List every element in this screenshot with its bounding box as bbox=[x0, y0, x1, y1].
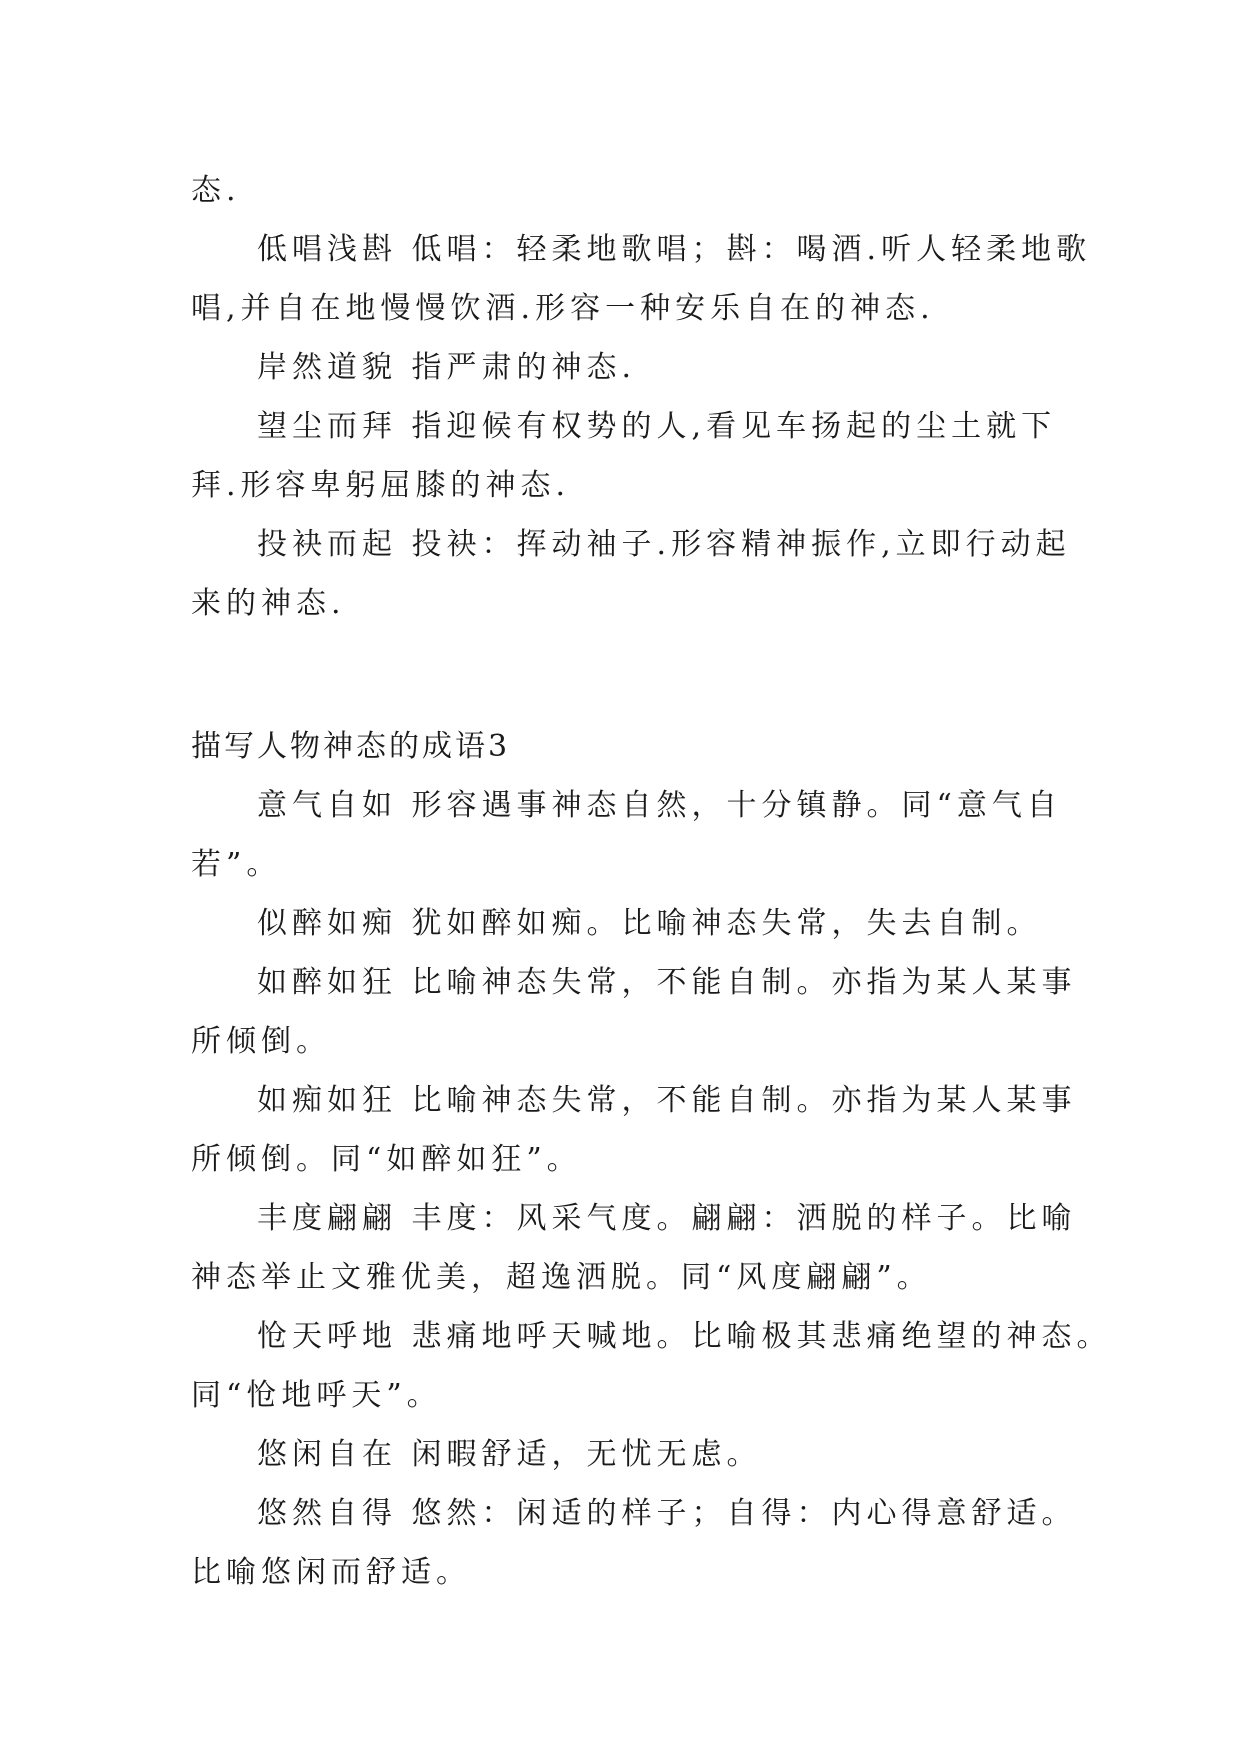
text-line: 同“怆地呼天”。 bbox=[191, 1378, 442, 1413]
idiom-entry-start: 怆天呼地 悲痛地呼天喊地。比喻极其悲痛绝望的神态。 bbox=[257, 1319, 1112, 1354]
text-line: 唱,并自在地慢慢饮酒.形容一种安乐自在的神态. bbox=[191, 291, 935, 326]
section-gap bbox=[191, 633, 1051, 717]
idiom-entry-start: 低唱浅斟 低唱：轻柔地歌唱；斟：喝酒.听人轻柔地歌 bbox=[257, 232, 1092, 267]
text-line: 神态举止文雅优美，超逸洒脱。同“风度翩翩”。 bbox=[191, 1260, 932, 1295]
text-line: 比喻悠闲而舒适。 bbox=[191, 1555, 471, 1590]
idiom-entry-start: 意气自如 形容遇事神态自然，十分镇静。同“意气自 bbox=[257, 788, 1062, 823]
idiom-entry-start: 如痴如狂 比喻神态失常，不能自制。亦指为某人某事 bbox=[257, 1083, 1077, 1118]
idiom-entry-start: 悠闲自在 闲暇舒适，无忧无虑。 bbox=[257, 1437, 762, 1472]
idiom-entry-start: 投袂而起 投袂：挥动袖子.形容精神振作,立即行动起 bbox=[257, 527, 1071, 562]
text-line: 若”。 bbox=[191, 847, 282, 882]
idiom-entry-start: 悠然自得 悠然：闲适的样子；自得：内心得意舒适。 bbox=[257, 1496, 1077, 1531]
idiom-entry-start: 丰度翩翩 丰度：风采气度。翩翩：洒脱的样子。比喻 bbox=[257, 1201, 1077, 1236]
idiom-entry-start: 望尘而拜 指迎候有权势的人,看见车扬起的尘土就下 bbox=[257, 409, 1057, 444]
text-line: 所倾倒。同“如醉如狂”。 bbox=[191, 1142, 582, 1177]
idiom-entry-start: 似醉如痴 犹如醉如痴。比喻神态失常，失去自制。 bbox=[257, 906, 1042, 941]
section-heading: 描写人物神态的成语3 bbox=[191, 729, 511, 764]
text-line: 所倾倒。 bbox=[191, 1024, 331, 1059]
idiom-entry-start: 如醉如狂 比喻神态失常，不能自制。亦指为某人某事 bbox=[257, 965, 1077, 1000]
text-line: 来的神态. bbox=[191, 586, 346, 621]
idiom-entry-start: 岸然道貌 指严肃的神态. bbox=[257, 350, 637, 385]
text-line: 态. bbox=[191, 173, 241, 208]
document-page bbox=[191, 161, 1112, 1602]
text-line: 拜.形容卑躬屈膝的神态. bbox=[191, 468, 571, 503]
